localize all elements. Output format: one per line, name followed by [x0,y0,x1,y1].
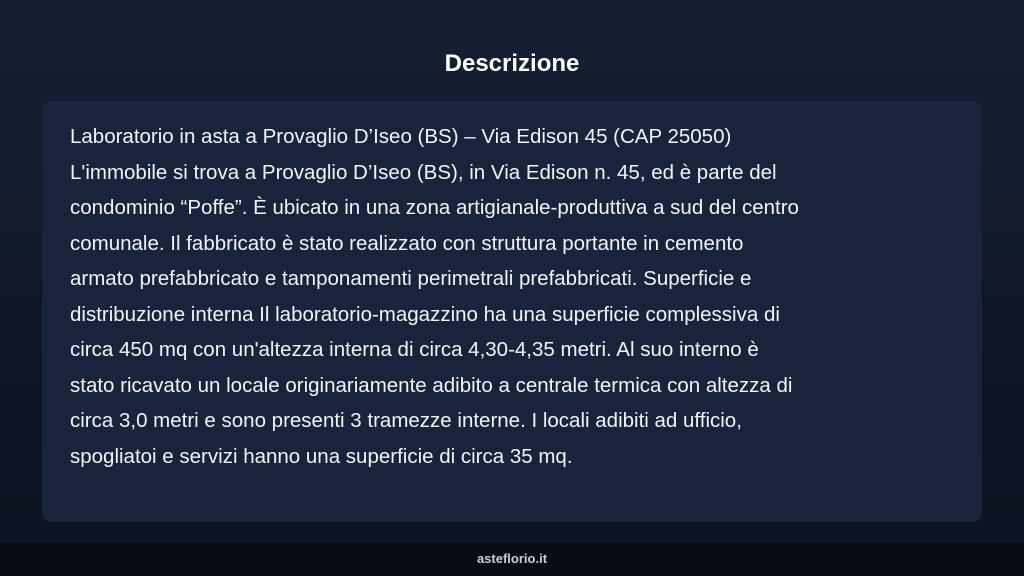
description-line: stato ricavato un locale originariamente adibito a centrale termica con altezza di [70,373,793,397]
description-line: comunale. Il fabbricato è stato realizzato con struttura portante in cemento [70,231,744,255]
description-line: circa 3,0 metri e sono presenti 3 tramezze interne. I locali adibiti ad ufficio, [70,409,742,432]
description-line: Laboratorio in asta a Provaglio D’Iseo (BS) – Via Edison 45 (CAP 25050) [70,125,732,148]
description-card [42,101,982,522]
description-line: circa 450 mq con un'altezza interna di circa 4,30-4,35 metri. Al suo interno è [70,338,759,361]
page-title: Descrizione [444,50,580,77]
description-line: condominio “Poffe”. È ubicato in una zona artigianale-produttiva a sud del centro [70,196,799,219]
description-line: distribuzione interna Il laboratorio-magazzino ha una superficie complessiva di [70,302,780,326]
description-line: spogliatoi e servizi hanno una superficie di circa 35 mq. [70,444,573,468]
description-line: L'immobile si trova a Provaglio D’Iseo (BS), in Via Edison n. 45, ed è parte del [70,160,777,184]
description-line: armato prefabbricato e tamponamenti perimetrali prefabbricati. Superficie e [70,267,752,290]
footer-site-name: asteflorio.it [476,551,548,566]
footer-bar [0,543,1024,576]
